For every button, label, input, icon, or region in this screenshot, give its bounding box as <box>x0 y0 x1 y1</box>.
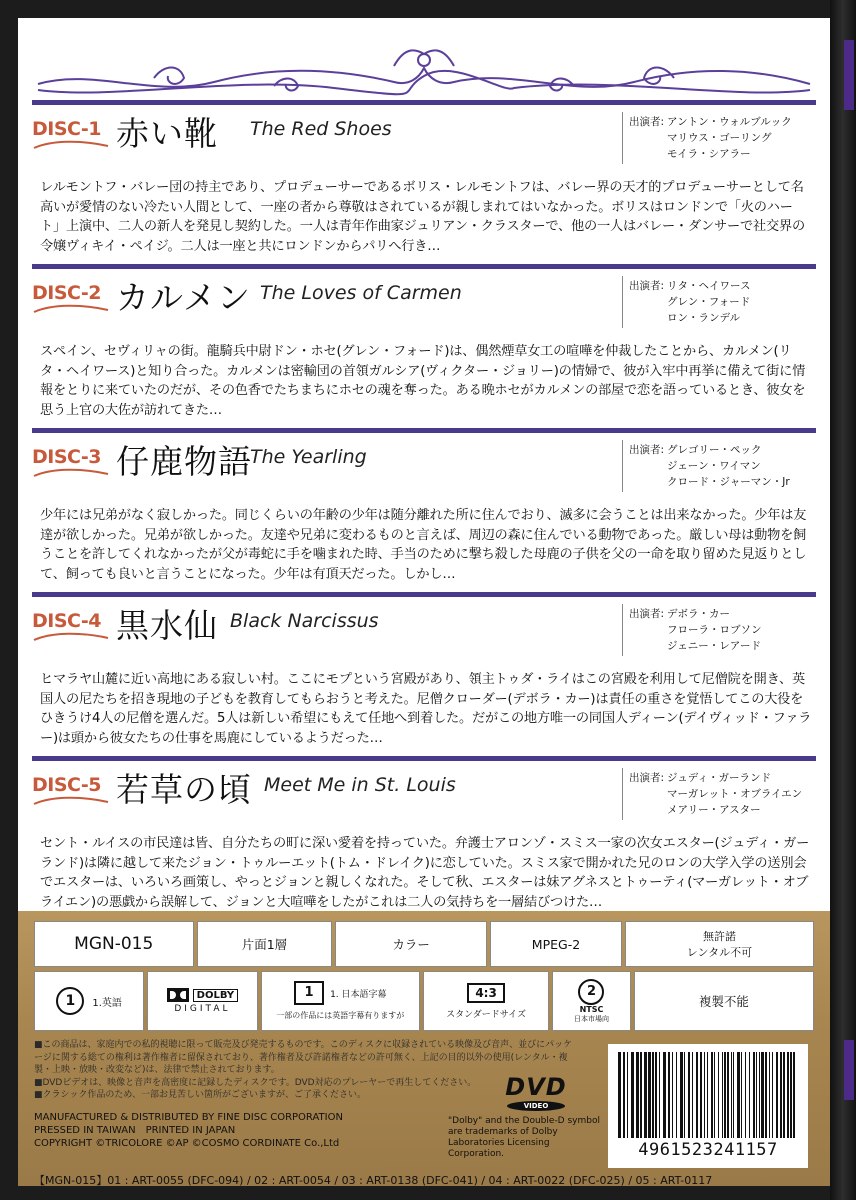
dolby-text: DOLBY <box>193 989 239 1002</box>
barcode-bar <box>672 1052 673 1138</box>
barcode-bar <box>727 1052 729 1138</box>
barcode-bar <box>688 1052 690 1138</box>
barcode-bar <box>776 1052 778 1138</box>
cast-member: ジェニー・レアード <box>667 640 761 652</box>
disc-layers: 片面1層 <box>197 921 333 967</box>
barcode-bar <box>707 1052 708 1138</box>
barcode-bar <box>724 1052 726 1138</box>
cast-label: 出演者: <box>629 608 665 620</box>
title-english: The Red Shoes <box>250 118 392 140</box>
swoosh-icon <box>32 138 110 152</box>
barcode-bar <box>631 1052 634 1138</box>
barcode-bar <box>655 1052 657 1138</box>
cast-label: 出演者: <box>629 772 665 784</box>
cast-member: ジュディ・ガーランド <box>667 772 771 784</box>
barcode-bar <box>745 1052 746 1138</box>
cast-member: デボラ・カー <box>667 608 730 620</box>
swoosh-icon <box>32 466 110 480</box>
ntsc-label: NTSC <box>579 1004 604 1014</box>
cast-member: メアリー・アスター <box>667 804 761 816</box>
cast-box <box>622 604 817 656</box>
cast-member: マリウス・ゴーリング <box>667 132 772 144</box>
cast-list <box>667 442 790 490</box>
barcode-bar <box>753 1052 755 1138</box>
disc-number: DISC-3 <box>32 446 102 468</box>
barcode-number: 4961523241157 <box>638 1140 778 1160</box>
disc-section-3 <box>32 428 816 592</box>
barcode-bar <box>731 1052 732 1138</box>
cast-list <box>667 770 802 818</box>
disc-badge <box>32 114 114 154</box>
disc-badge <box>32 278 114 318</box>
cast-label: 出演者: <box>629 116 665 128</box>
credit-line: PRESSED IN TAIWAN PRINTED IN JAPAN <box>34 1125 236 1136</box>
barcode-bar <box>733 1052 734 1138</box>
aspect-label: スタンダードサイズ <box>446 1009 527 1020</box>
disc-section-2 <box>32 264 816 428</box>
cast-label: 出演者: <box>629 280 665 292</box>
case-spine-edge <box>830 0 856 1200</box>
dvd-video-logo <box>491 1073 581 1113</box>
cast-member: ジェーン・ワイマン <box>667 460 761 472</box>
section-rule <box>32 592 816 597</box>
section-rule <box>32 428 816 433</box>
synopsis: ヒマラヤ山麓に近い高地にある寂しい村。ここにモプという宮殿があり、領主トゥダ・ライはこの宮殿を利用して尼僧院を開き、英国人の尼たちを招き現地の子どもを教育してもらおうと考えた。尼僧クローダー(デボラ・カー)は責任の重さを覚悟してこの大役をひきうけ4人の尼僧を選んだ。5人は新しい希望にもえて任地へ到着した。だがこの地方唯一の同国人ディーン(デイヴィッド・ファラー)は頭から彼女たちの仕事を馬鹿にしているようだった… <box>40 672 812 746</box>
barcode-bar <box>769 1052 770 1138</box>
disc-section-5 <box>32 756 816 912</box>
cast-list <box>667 278 750 326</box>
disc-section-4 <box>32 592 816 756</box>
dvd-text: DVD <box>505 1073 567 1101</box>
disc-badge <box>32 606 114 646</box>
catalog-footer: 【MGN-015】01 : ART-0055 (DFC-094) / 02 : ART-0054 / 03 : ART-0138 (DFC-041) / 04 : ART-0022 (DFC-025) / 05 : ART-0117 <box>34 1174 713 1186</box>
barcode-bar <box>714 1052 715 1138</box>
barcode-bar <box>692 1052 693 1138</box>
title-japanese: 仔鹿物語 <box>116 442 252 481</box>
disc-badge <box>32 770 114 810</box>
disc-number: DISC-4 <box>32 610 102 632</box>
double-d-icon <box>167 988 189 1002</box>
disc-section-1 <box>32 100 816 264</box>
barcode-bar <box>636 1052 639 1138</box>
cast-list <box>667 606 762 654</box>
dolby-digital-logo <box>147 971 257 1031</box>
credit-line: MANUFACTURED & DISTRIBUTED BY FINE DISC CORPORATION <box>34 1112 343 1123</box>
barcode-bar <box>756 1052 757 1138</box>
title-japanese: 赤い靴 <box>116 114 218 153</box>
barcode-bar <box>790 1052 792 1138</box>
cast-box <box>622 112 817 164</box>
video-format: MPEG-2 <box>490 921 622 967</box>
barcode <box>608 1044 808 1168</box>
cast-member: ロン・ランデル <box>667 312 740 324</box>
barcode-bar <box>749 1052 750 1138</box>
barcode-bars <box>618 1052 798 1138</box>
video-text: VIDEO <box>507 1101 565 1111</box>
color-info: カラー <box>335 921 487 967</box>
barcode-bar <box>783 1052 785 1138</box>
barcode-bar <box>761 1052 764 1138</box>
title-japanese: カルメン <box>116 278 252 317</box>
copy-protection: 複製不能 <box>634 971 814 1031</box>
aspect-ratio-icon: 4:3 <box>467 983 505 1003</box>
title-english: Meet Me in St. Louis <box>264 774 456 796</box>
cast-box <box>622 440 817 492</box>
barcode-bar <box>618 1052 621 1138</box>
swoosh-icon <box>32 630 110 644</box>
barcode-bar <box>652 1052 654 1138</box>
cast-member: アントン・ウォルブルック <box>667 116 792 128</box>
barcode-bar <box>659 1052 660 1138</box>
synopsis: セント・ルイスの市民達は皆、自分たちの町に深い愛着を持っていた。弁護士アロンゾ・スミス一家の次女エスター(ジュディ・ガーランド)は隣に越して来たジョン・トゥルーエット(トム・ドレイク)に恋していた。スミス家で開かれた兄のロンの大学入学の送別会でエスターは、いろいろ画策し、やっとジョンと親しくなれた。そして秋、エスターは妹アグネスとトゥーティ(マーガレット・オブライエン)の悪戯から誤解して、ジョンと大喧嘩をしたがこれは二人の気持ちを一層結びつけた… <box>40 836 810 910</box>
barcode-bar <box>765 1052 767 1138</box>
spine-color-tab <box>844 1040 854 1100</box>
cast-box <box>622 276 817 328</box>
ornament-divider <box>34 38 814 108</box>
cast-member: グレン・フォード <box>667 296 751 308</box>
region-cell <box>552 971 631 1031</box>
barcode-bar <box>700 1052 702 1138</box>
barcode-bar <box>696 1052 698 1138</box>
title-english: Black Narcissus <box>230 610 379 632</box>
disc-number: DISC-5 <box>32 774 102 796</box>
legal-line: ■DVDビデオは、映像と音声を高密度に記録したディスクです。DVD対応のプレーヤーで再生してください。 <box>34 1077 477 1088</box>
manufacturer-credits <box>34 1111 414 1150</box>
disc-badge <box>32 442 114 482</box>
barcode-bar <box>648 1052 651 1138</box>
synopsis: レルモントフ・バレー団の持主であり、プロデューサーであるボリス・レルモントフは、バレー界の天才的プロデューサーとして名高いが愛情のない冷たい人間として、一座の者から尊敬はされているが親しまれてはいなかった。ボリスはロンドンで「火のハート」上演中、二人の新人を発見し契約した。一人は青年作曲家ジュリアン・クラスターで、他の一人はバレー・ダンサーで社交界の令嬢ヴィキイ・ペイジ。二人は一座と共にロンドンからパリへ行き… <box>40 180 805 254</box>
barcode-bar <box>737 1052 740 1138</box>
credit-line: COPYRIGHT ©TRICOLORE ©AP ©COSMO CORDINATE Co.,Ltd <box>34 1138 340 1149</box>
barcode-bar <box>772 1052 773 1138</box>
cast-member: マーガレット・オブライエン <box>667 788 803 800</box>
barcode-bar <box>644 1052 647 1138</box>
cast-member: モイラ・シアラー <box>667 148 751 160</box>
legal-line: ■この商品は、家庭内での私的視聴に限って販売及び発売するものです。このディスクに収録されている映像及び音声、並びにパッケージに関する総ての権利は著作権者に留保されており、著作権者及び許諾権者などの許可無く、上記の目的以外の使用(レンタル・複製・上映・放映・改変など)は、法律で禁止されております。 <box>34 1040 573 1075</box>
spine-color-tab <box>844 40 854 110</box>
cast-member: リタ・ヘイワース <box>667 280 751 292</box>
section-rule <box>32 756 816 761</box>
audio-count-icon: 1 <box>56 987 84 1015</box>
barcode-bar <box>718 1052 719 1138</box>
barcode-bar <box>759 1052 760 1138</box>
title-english: The Loves of Carmen <box>260 282 462 304</box>
subtitle-cell <box>261 971 420 1031</box>
cast-member: フローラ・ロブソン <box>667 624 762 636</box>
synopsis: スペイン、セヴィリャの街。龍騎兵中尉ドン・ホセ(グレン・フォード)は、偶然煙草女工の喧嘩を仲裁したことから、カルメン(リタ・ヘイワース)と知り合った。カルメンは密輸団の首領ガルシア(ヴィクター・ジョリー)の情婦で、彼が入牢中再挙に備えて街に情報をとりに来ていたのだが、その色香でたちまちにホセの魂を奪った。ある晩ホセがカルメンの部屋で恋を語っているとき、彼女を思う上官の大佐が訪れてきた… <box>40 344 806 418</box>
cast-box <box>622 768 817 820</box>
audio-language: 1.英語 <box>92 997 122 1009</box>
audio-cell <box>34 971 144 1031</box>
digital-text: DIGITAL <box>174 1004 231 1014</box>
rental-line: レンタル不可 <box>686 946 753 959</box>
disc-number: DISC-2 <box>32 282 102 304</box>
legal-line: ■クラシック作品のため、一部お見苦しい箇所がございますが、ご了承ください。 <box>34 1090 366 1100</box>
subtitle-count-icon: 1 <box>294 981 324 1005</box>
ntsc-sub: 日本市場向 <box>573 1014 609 1023</box>
spec-row-1 <box>34 921 814 967</box>
swoosh-icon <box>32 794 110 808</box>
product-code: MGN-015 <box>34 921 194 967</box>
title-japanese: 黒水仙 <box>116 606 218 645</box>
barcode-bar <box>676 1052 677 1138</box>
cast-list <box>667 114 792 162</box>
region-globe-icon: 2 <box>578 979 604 1005</box>
aspect-cell <box>423 971 549 1031</box>
barcode-bar <box>722 1052 723 1138</box>
barcode-bar <box>627 1052 628 1138</box>
barcode-bar <box>787 1052 789 1138</box>
cast-member: グレゴリー・ペック <box>667 444 762 456</box>
barcode-bar <box>684 1052 685 1138</box>
section-rule <box>32 264 816 269</box>
subtitle-language: 1. 日本語字幕 <box>330 989 387 1000</box>
barcode-bar <box>711 1052 713 1138</box>
spec-row-2 <box>34 971 814 1031</box>
barcode-bar <box>623 1052 625 1138</box>
rental-line: 無許諾 <box>702 930 736 943</box>
barcode-bar <box>741 1052 742 1138</box>
barcode-bar <box>680 1052 683 1138</box>
synopsis: 少年には兄弟がなく寂しかった。同じくらいの年齢の少年は随分離れた所に住んでおり、滅多に会うことは出来なかった。少年は友達が欲しかった。兄弟が欲しかった。友達や兄弟に変わるものと言えば、周辺の森に住んでいる動物であった。厳しい母は動物を飼うことを許してくれなかったが父が毒蛇に手を噛まれた時、手当のために撃ち殺した母鹿の子供を父の一命を取り留めた見返りとして、飼っても良いと言うことになった。少年は有頂天だった。しかし… <box>40 508 807 582</box>
subtitle-note: 一部の作品には英語字幕有りますが <box>276 1011 405 1020</box>
cast-label: 出演者: <box>629 444 665 456</box>
section-rule <box>32 100 816 105</box>
disc-number: DISC-1 <box>32 118 102 140</box>
cast-member: クロード・ジャーマン・Jr <box>667 476 790 488</box>
cover-sheet <box>18 18 830 1186</box>
barcode-bar <box>640 1052 642 1138</box>
barcode-bar <box>793 1052 795 1138</box>
rental-notice <box>625 921 814 967</box>
barcode-bar <box>780 1052 782 1138</box>
swoosh-icon <box>32 302 110 316</box>
barcode-bar <box>663 1052 666 1138</box>
barcode-bar <box>704 1052 705 1138</box>
barcode-bar <box>668 1052 670 1138</box>
title-english: The Yearling <box>250 446 367 468</box>
dolby-trademark-note: "Dolby" and the Double-D symbol are trademarks of Dolby Laboratories Licensing Corporation. <box>448 1116 600 1159</box>
title-japanese: 若草の頃 <box>116 770 252 809</box>
